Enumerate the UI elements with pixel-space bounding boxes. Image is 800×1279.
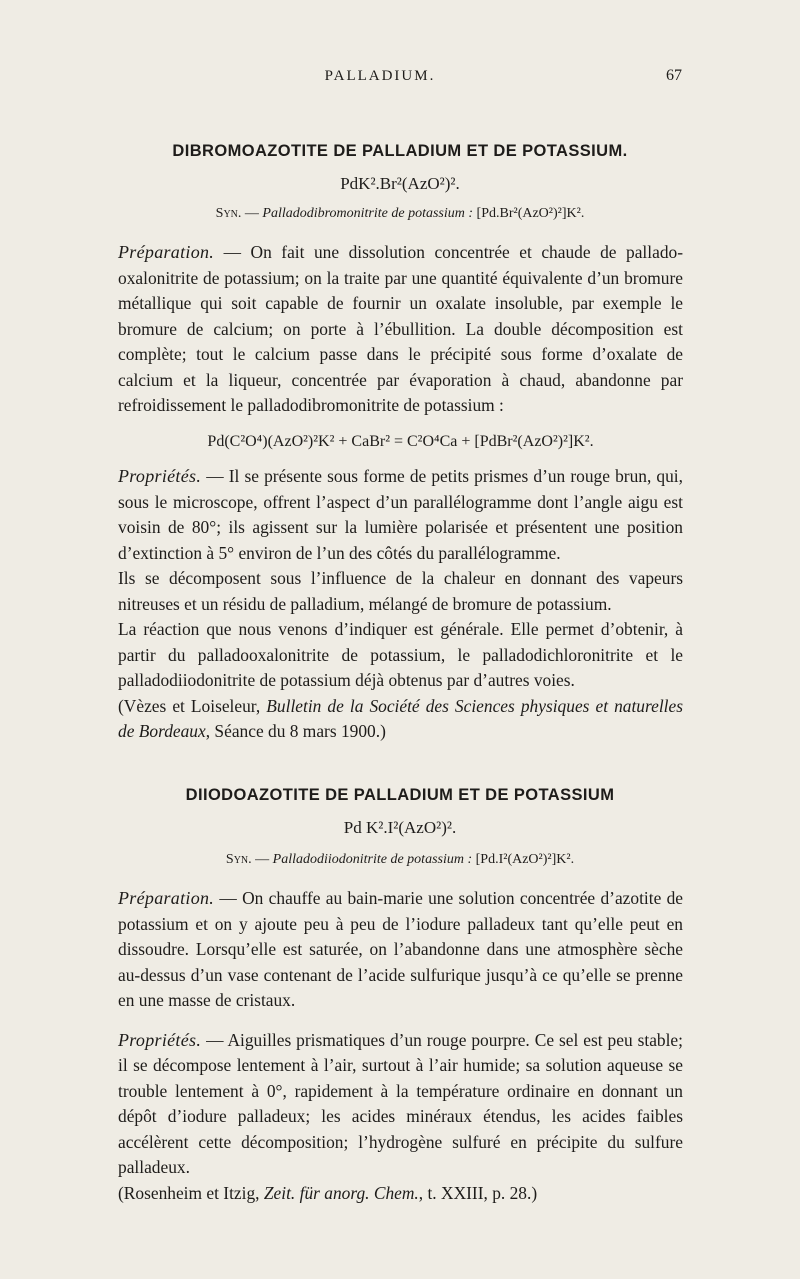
properties-text: — Il se présente sous forme de petits prismes d’un rouge brun, qui, sous le microscope, offrent l’aspect d’un parallélogramme dont l’angle aigu est voisin de 80°; ils agissent sur la lumière polarisée et présentent une position d’extinction à 5° environ de l’un des côtés du parallélogramme. (118, 466, 683, 563)
section1-body (118, 240, 683, 745)
running-title: PALLADIUM. (324, 68, 436, 84)
properties-lead: Propriétés. (118, 466, 202, 486)
reference-authors: (Rosenheim et Itzig, (118, 1182, 264, 1203)
synonym-label: Syn. (215, 206, 242, 221)
preparation-text: — On chauffe au bain-marie une solution concentrée d’azotite de potassium et on y ajoute peu à peu de l’iodure palladeux tant qu’elle peut en dissoudre. Lorsqu’elle est saturée, on l’abandonne dans une atmosphère sèche au-dessus d’un vase contenant de l’acide sulfurique jusqu’à ce qu’elle se prenne en une masse de cristaux. (118, 888, 683, 1010)
properties-lead: Propriétés. (118, 1029, 202, 1050)
reference-details: , t. XXIII, p. 28.) (418, 1182, 538, 1203)
reference-journal: Bulletin de la Société des Sciences physiques et naturelles de Bordeaux (118, 695, 683, 741)
synonym-dash: — (241, 206, 263, 221)
properties-text: — Aiguilles prismatiques d’un rouge pourpre. Ce sel est peu stable; il se décompose lentement à l’air, surtout à l’air humide; sa solution aqueuse se trouble lentement à 0°, rapidement à la température ordinaire en donnant un dépôt d’iodure palladeux; les acides minéraux étendus, les acides faibles accélèrent cette décomposition; l’hydrogène sulfuré en précipite du sulfure palladeux. (118, 1029, 683, 1177)
section2-preparation (118, 886, 683, 1014)
section2-synonym (0, 852, 800, 868)
synonym-name: Palladodibromonitrite de potassium : (262, 206, 474, 221)
synonym-dash: — (251, 852, 273, 867)
section1-equation: Pd(C²O⁴)(AzO²)²K² + CaBr² = C²O⁴Ca + [PdBr²(AzO²)²]K². (207, 432, 594, 450)
running-header (0, 68, 800, 92)
reference-journal: Zeit. für anorg. Chem. (263, 1182, 419, 1203)
synonym-name: Palladodiiodonitrite de potassium : (272, 852, 473, 867)
page-number: 67 (666, 67, 682, 84)
section1-paragraph-decomposition: Ils se décomposent sous l’influence de la chaleur en donnant des vapeurs nitreuses et un résidu de palladium, mélangé de bromure de potassium. (118, 568, 683, 614)
synonym-formula: [Pd.I²(AzO²)²]K². (472, 852, 575, 867)
preparation-lead: Préparation. (118, 242, 215, 262)
section2-properties (118, 1028, 683, 1181)
preparation-text: — On fait une dissolution concentrée et chaude de pallado-oxalonitrite de potassium; on la traite par une quantité équivalente d’un bromure métallique qui soit capable de fournir un oxalate insoluble, par exemple le bromure de calcium; on porte à l’ébullition. La double décomposition est complète; tout le calcium passe dans le précipité sous forme d’oxalate de calcium et la liqueur, concentrée par évaporation à chaud, abandonne par refroidissement le palladodibromonitrite de potassium : (118, 242, 683, 415)
section1-reference (118, 694, 683, 745)
section2-heading: DIIODOAZOTITE DE PALLADIUM ET DE POTASSIUM (185, 786, 615, 804)
section1-properties (118, 464, 683, 566)
synonym-formula: [Pd.Br²(AzO²)²]K². (473, 206, 585, 221)
section1-preparation (118, 240, 683, 419)
section1-paragraph-reaction: La réaction que nous venons d’indiquer est générale. Elle permet d’obtenir, à partir du palladooxalonitrite de potassium, le palladodichloronitrite et le palladodiiodonitrite de potassium déjà obtenus par d’autres voies. (118, 619, 683, 690)
section1-formula: PdK².Br²(AzO²)². (340, 174, 460, 193)
reference-authors: (Vèzes et Loiseleur, (118, 695, 267, 716)
section1-synonym (0, 206, 800, 222)
section2-body (118, 886, 683, 1206)
section1-heading: DIBROMOAZOTITE DE PALLADIUM ET DE POTASSIUM. (172, 142, 628, 160)
preparation-lead: Préparation. (118, 888, 215, 908)
section2-formula: Pd K².I²(AzO²)². (343, 818, 457, 837)
reference-details: , Séance du 8 mars 1900.) (205, 721, 386, 741)
section2-reference (118, 1181, 683, 1207)
synonym-label: Syn. (225, 852, 252, 867)
